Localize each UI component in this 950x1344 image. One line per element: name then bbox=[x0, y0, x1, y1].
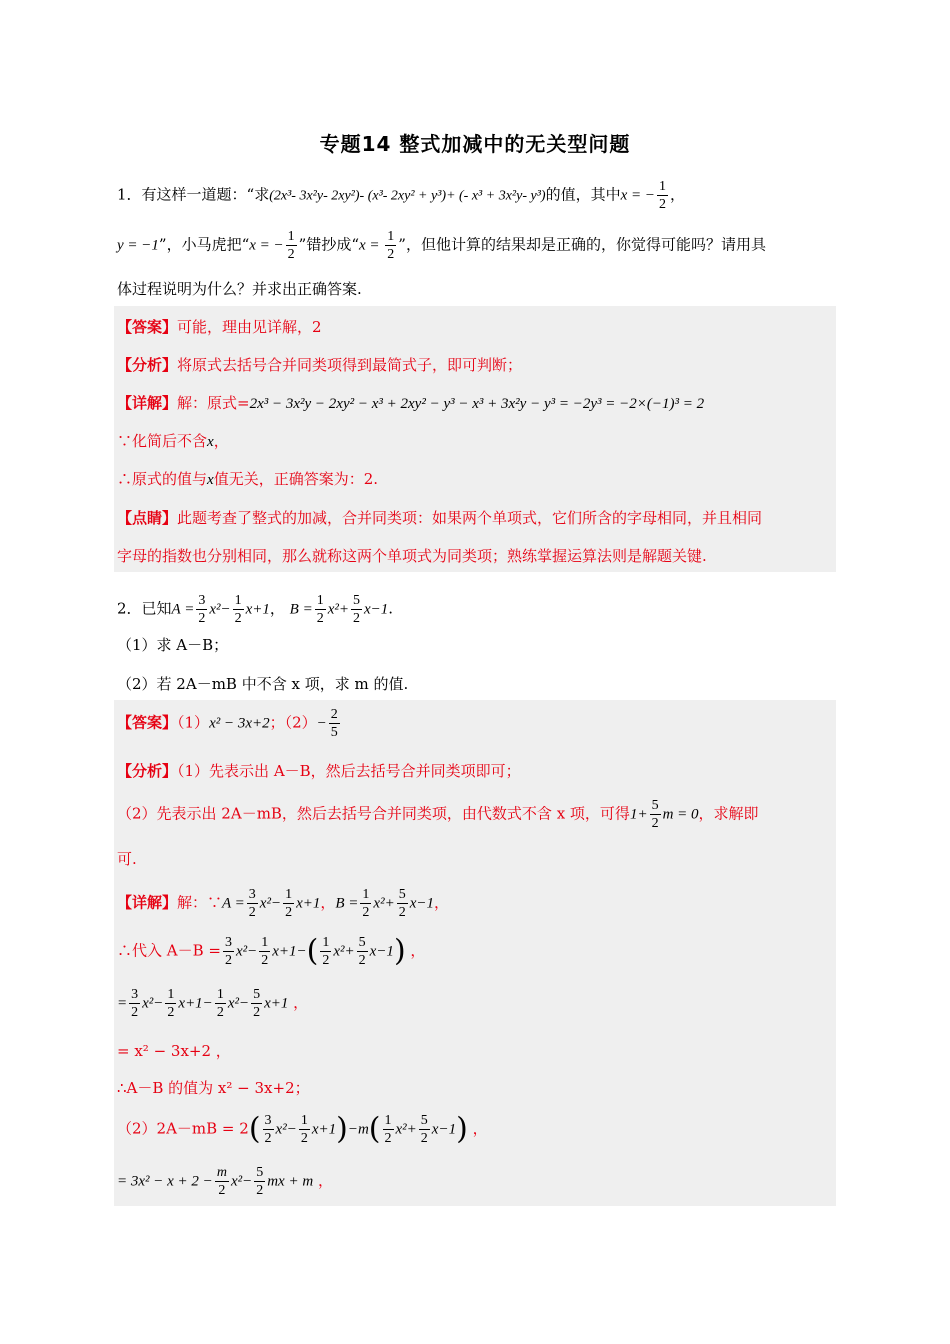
s1-comment-1: 【点睛】此题考查了整式的加减，合并同类项：如果两个单项式，它们所含的字母相同，并且相同 bbox=[117, 509, 763, 527]
s1-detail: 【详解】解：原式=2x³ − 3x²y − 2xy² − x³ + 2xy² − y³ − x³ + 3x²y − y³ = −2y³ = −2×(−1)³ = 2 bbox=[117, 394, 705, 412]
s2-analysis-1: 【分析】（1）先表示出 A－B，然后去括号合并同类项即可； bbox=[117, 762, 521, 780]
q1-line1: 1．有这样一道题：“求(2x³- 3x²y- 2xy²)- (x³- 2xy² + y³)+ (- x³ + 3x²y- y³)的值，其中x = − $\frac{1}{2}$ ， bbox=[117, 179, 685, 212]
s1-because: ∵化简后不含x， bbox=[117, 432, 229, 450]
q2-part2: （2）若 2A－mB 中不含 x 项，求 m 的值. bbox=[117, 675, 409, 693]
s2-analysis-2: （2）先表示出 2A－mB，然后去括号合并同类项，由代数式不含 x 项，可得1+ $\frac{5}{2}$ m = 0，求解即 bbox=[117, 798, 759, 831]
s1-therefore: ∴原式的值与x值无关，正确答案为：2. bbox=[117, 470, 379, 488]
q2-part1: （1）求 A－B； bbox=[117, 636, 229, 654]
s2-expand: = $\frac{3}{2}$ x²− $\frac{1}{2}$ x+1− $\frac{1}{2}$ x²− $\frac{5}{2}$ x+1 ， bbox=[117, 987, 309, 1020]
s1-answer: 【答案】可能，理由见详解，2 bbox=[117, 318, 322, 336]
s2-part2-expand: = 3x² − x + 2 − $\frac{m}{2}$ x²− $\frac{5}{2}$ mx + m ， bbox=[117, 1165, 333, 1198]
s1-analysis: 【分析】将原式去括号合并同类项得到最简式子，即可判断； bbox=[117, 356, 523, 374]
s2-simplified: = x² − 3x+2 ， bbox=[117, 1042, 231, 1060]
s2-part2-expr: （2）2A－mB = 2( $\frac{3}{2}$ x²− $\frac{1}{2}$ x+1)−m( $\frac{1}{2}$ x²+ $\frac{5}{2}$ x−1) ， bbox=[117, 1111, 488, 1147]
q2-intro: 2．已知A = $\frac{3}{2}$ x²− $\frac{1}{2}$ x+1， B = $\frac{1}{2}$ x²+ $\frac{5}{2}$ x−1. bbox=[117, 593, 394, 626]
q1-line2: y = −1”，小马虎把“x = − $\frac{1}{2}$ ”错抄成“x = $\frac{1}{2}$ ”，但他计算的结果却是正确的，你觉得可能吗？请用具 bbox=[117, 229, 766, 262]
s1-comment-2: 字母的指数也分别相同，那么就称这两个单项式为同类项；熟练掌握运算法则是解题关键. bbox=[117, 547, 707, 565]
s2-detail: 【详解】解：∵A = $\frac{3}{2}$ x²− $\frac{1}{2}$ x+1，B = $\frac{1}{2}$ x²+ $\frac{5}{2}$ x−1， bbox=[117, 887, 449, 920]
page-title: 专题14 整式加减中的无关型问题 bbox=[319, 132, 631, 156]
s2-result: ∴A－B 的值为 x² − 3x+2； bbox=[117, 1079, 310, 1097]
s2-analysis-3: 可. bbox=[117, 850, 137, 868]
q1-line3: 体过程说明为什么？并求出正确答案. bbox=[117, 280, 362, 298]
s2-substitute: ∴代入 A－B = $\frac{3}{2}$ x²− $\frac{1}{2}$ x+1−( $\frac{1}{2}$ x²+ $\frac{5}{2}$ x−1) ， bbox=[117, 933, 426, 969]
s2-answer: 【答案】（1）x² − 3x+2；（2）− $\frac{2}{5}$ bbox=[117, 707, 338, 740]
